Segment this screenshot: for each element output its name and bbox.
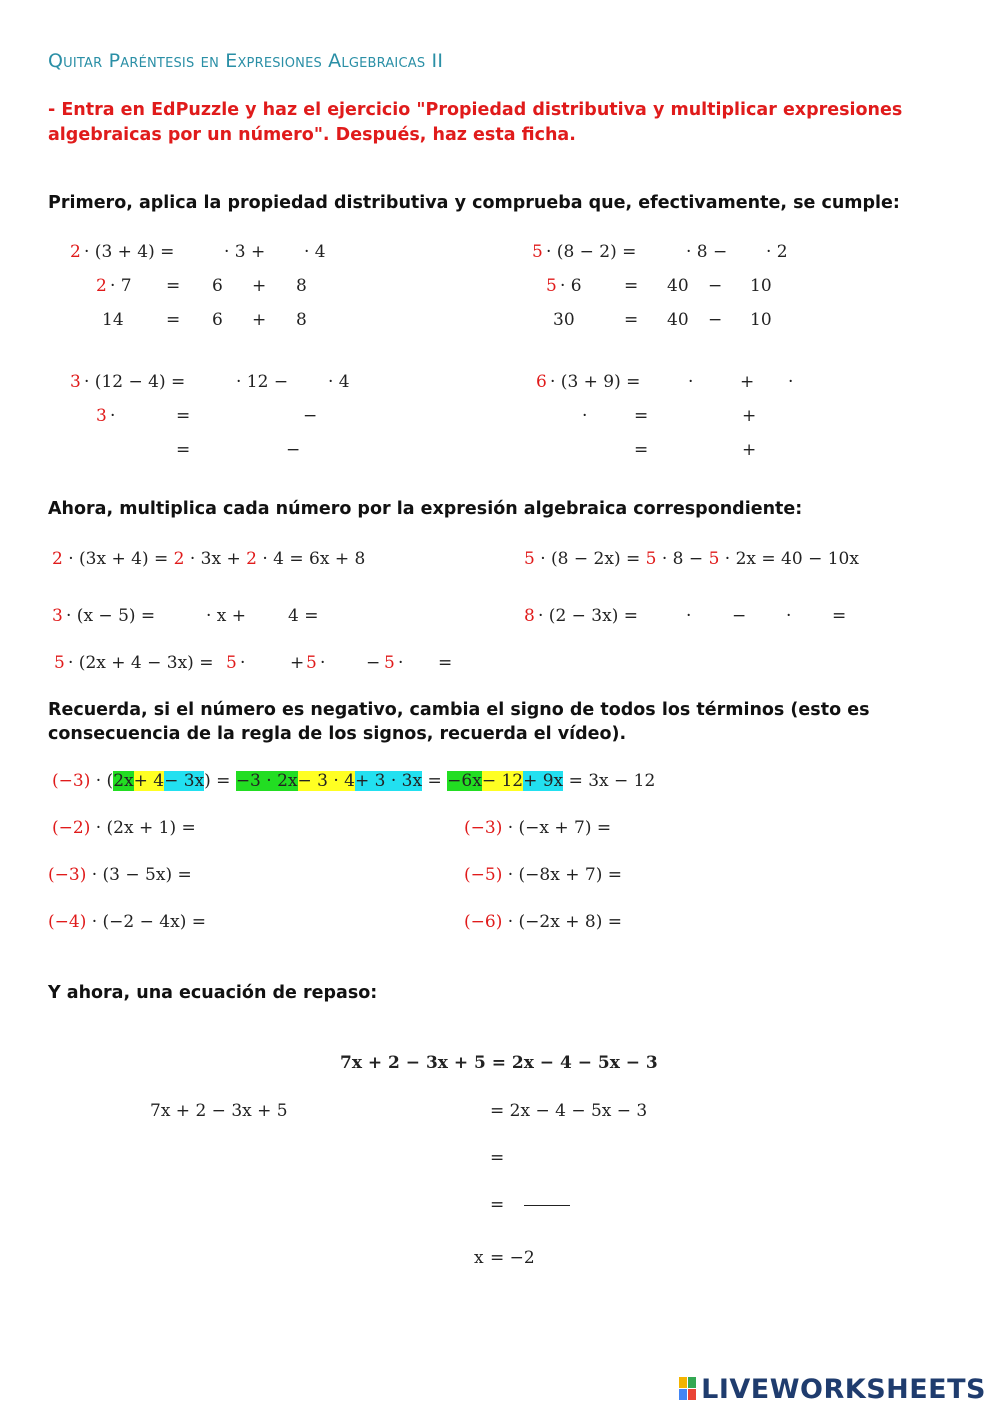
intro-instructions: - Entra en EdPuzzle y haz el ejercicio "Propiedad distributiva y multiplicar expresiones algebraicas por un número". Después, haz esta ficha. — [48, 100, 903, 145]
negative-exercise-6: (−6) · (−2x + 8) = — [464, 912, 622, 932]
page-title: Quitar Paréntesis en Expresiones Algebraicas II — [48, 50, 444, 72]
negative-exercise-5: (−4) · (−2 − 4x) = — [48, 912, 206, 932]
negative-exercise-3: (−3) · (3 − 5x) = — [48, 865, 192, 885]
equation-step-1: = 2x − 4 − 5x − 3 — [490, 1101, 648, 1121]
negative-exercise-1: (−2) · (2x + 1) = — [52, 818, 196, 838]
liveworksheets-logo: LIVEWORKSHEETS — [679, 1374, 986, 1405]
equation-step-3: = — [490, 1195, 505, 1215]
equation-final-value: = −2 — [490, 1248, 535, 1268]
section3-heading: Recuerda, si el número es negativo, cambia el signo de todos los términos (esto es consecuencia de la regla de los signos, recuerda el vídeo). — [48, 700, 870, 744]
fraction-bar — [524, 1205, 570, 1206]
negative-example: (−3) · (2x+ 4− 3x) = −3 · 2x− 3 · 4+ 3 · 3x = −6x− 12+ 9x = 3x − 12 — [52, 771, 656, 791]
negative-exercise-2: (−3) · (−x + 7) = — [464, 818, 612, 838]
section1-heading: Primero, aplica la propiedad distributiva y comprueba que, efectivamente, se cumple: — [48, 193, 900, 213]
liveworksheets-badge-icon — [679, 1377, 697, 1401]
review-equation: 7x + 2 − 3x + 5 = 2x − 4 − 5x − 3 — [340, 1053, 658, 1073]
negative-exercise-4: (−5) · (−8x + 7) = — [464, 865, 622, 885]
multiply-example-1: 2 · (3x + 4) = 2 · 3x + 2 · 4 = 6x + 8 — [52, 549, 366, 569]
section2-heading: Ahora, multiplica cada número por la expresión algebraica correspondiente: — [48, 499, 803, 519]
equation-step-2: = — [490, 1148, 505, 1168]
multiply-example-2: 5 · (8 − 2x) = 5 · 8 − 5 · 2x = 40 − 10x — [524, 549, 859, 569]
equation-left-side: 7x + 2 − 3x + 5 — [150, 1101, 288, 1121]
section4-heading: Y ahora, una ecuación de repaso: — [48, 983, 378, 1003]
equation-final-var: x — [474, 1248, 484, 1268]
